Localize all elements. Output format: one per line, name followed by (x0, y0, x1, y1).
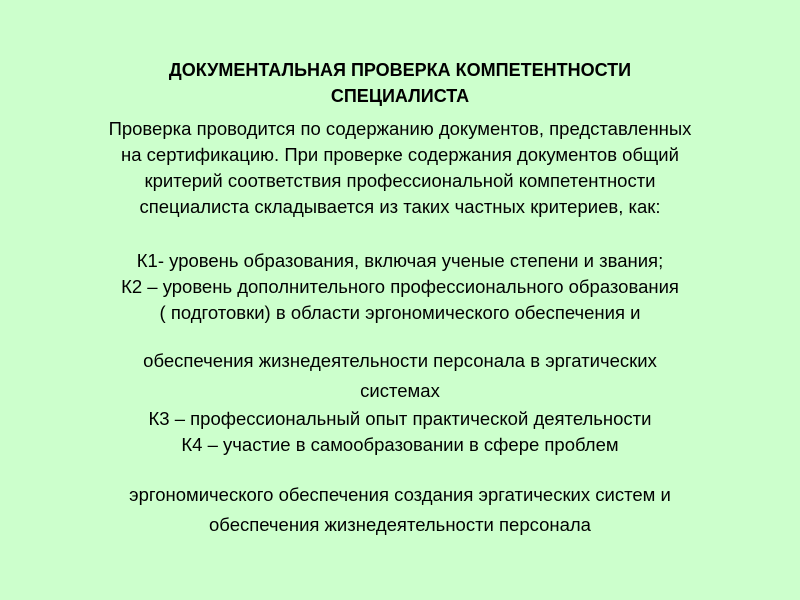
criterion-k2-line-2: ( подготовки) в области эргономического обеспечения и (159, 302, 641, 323)
criterion-k4-line-3: обеспечения жизнедеятельности персонала (209, 514, 591, 535)
intro-line-2: на сертификацию. При проверке содержания документов общий (121, 144, 679, 165)
criterion-k2-line-4: системах (360, 380, 440, 401)
criterion-k2-line-1: К2 – уровень дополнительного профессионального образования (121, 276, 679, 297)
intro-line-3: критерий соответствия профессиональной компетентности (144, 170, 656, 191)
criterion-k2-line-3: обеспечения жизнедеятельности персонала в эргатических (143, 350, 657, 371)
slide-title-line-2: СПЕЦИАЛИСТА (330, 86, 470, 106)
criterion-k3: К3 – профессиональный опыт практической деятельности (148, 408, 652, 429)
criterion-k4-line-1: К4 – участие в самообразовании в сфере проблем (181, 434, 619, 455)
slide-title-line-1: ДОКУМЕНТАЛЬНАЯ ПРОВЕРКА КОМПЕТЕНТНОСТИ (168, 60, 632, 80)
intro-line-1: Проверка проводится по содержанию документов, представленных (108, 118, 692, 139)
criterion-k4-line-2: эргономического обеспечения создания эргатических систем и (129, 484, 671, 505)
intro-line-4: специалиста складывается из таких частных критериев, как: (139, 196, 661, 217)
criterion-k1: К1- уровень образования, включая ученые степени и звания; (136, 250, 664, 271)
